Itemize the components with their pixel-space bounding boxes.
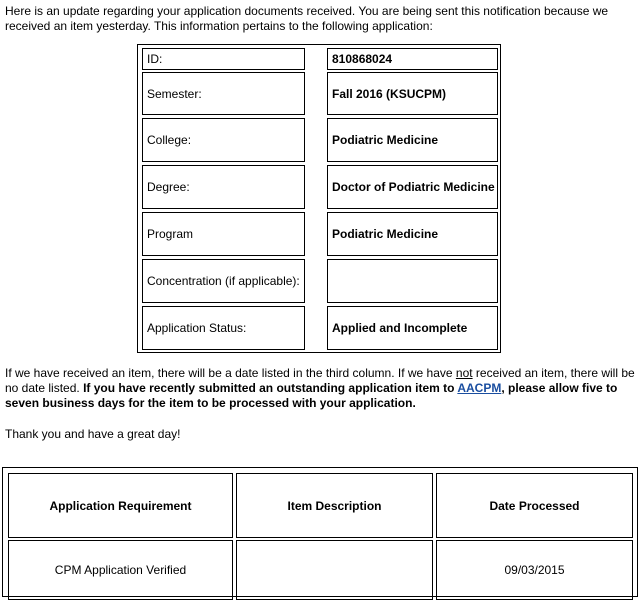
row-description xyxy=(236,540,433,600)
notice-text-2: received an item, there will be no date listed. xyxy=(5,366,635,395)
info-value-program: Podiatric Medicine xyxy=(327,212,498,256)
requirements-table xyxy=(2,467,638,597)
notice-text-1: If we have received an item, there will be a date listed in the third column. If we have xyxy=(5,366,456,380)
info-label-college: College: xyxy=(142,118,305,162)
info-label-semester: Semester: xyxy=(142,72,305,115)
notice-not-word: not xyxy=(455,366,473,380)
info-label-status: Application Status: xyxy=(142,306,305,350)
intro-text xyxy=(5,4,635,34)
info-value-concentration xyxy=(327,259,498,303)
intro-line-2: received an item yesterday. This information pertains to the following application: xyxy=(5,19,433,33)
info-value-status: Applied and Incomplete xyxy=(327,306,498,350)
intro-line-1: Here is an update regarding your application documents received. You are being sent this notification because we xyxy=(5,4,609,18)
row-date: 09/03/2015 xyxy=(436,540,633,600)
info-value-degree: Doctor of Podiatric Medicine xyxy=(327,165,498,209)
application-info-table xyxy=(137,44,501,353)
notice-bold-text-1: If you have recently submitted an outstanding application item to xyxy=(83,381,458,395)
notice-paragraph xyxy=(5,366,637,411)
info-label-id: ID: xyxy=(142,48,305,70)
row-requirement: CPM Application Verified xyxy=(8,540,233,600)
info-value-id: 810868024 xyxy=(327,48,498,70)
info-label-concentration: Concentration (if applicable): xyxy=(142,259,305,303)
info-label-program: Program xyxy=(142,212,305,256)
header-item-description: Item Description xyxy=(236,473,433,538)
header-application-requirement: Application Requirement xyxy=(8,473,233,538)
aacpm-link[interactable]: AACPM xyxy=(457,381,502,395)
header-date-processed: Date Processed xyxy=(436,473,633,538)
notice-bold-text-2: , please allow five to seven business days for the item to be processed with your application. xyxy=(5,381,618,410)
info-value-semester: Fall 2016 (KSUCPM) xyxy=(327,72,498,115)
info-label-degree: Degree: xyxy=(142,165,305,209)
info-value-college: Podiatric Medicine xyxy=(327,118,498,162)
thanks-text: Thank you and have a great day! xyxy=(5,427,181,441)
